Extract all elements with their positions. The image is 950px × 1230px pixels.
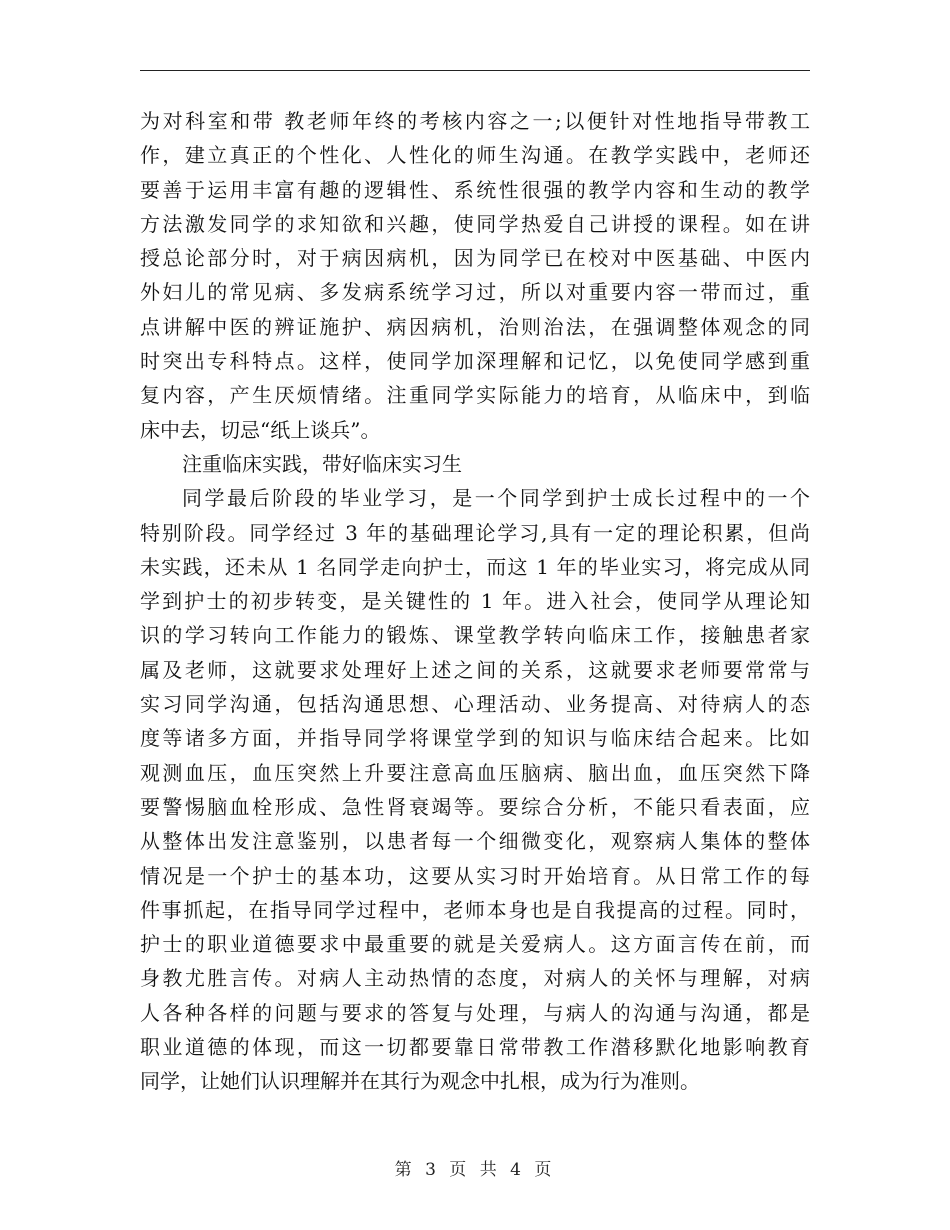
text-line: 情况是一个护士的基本功，这要从实习时开始培育。从日常工作的每 <box>140 863 810 888</box>
text-line: 作，建立真正的个性化、人性化的师生沟通。在教学实践中，老师还 <box>140 143 810 168</box>
text-line: 授总论部分时，对于病因病机，因为同学已在校对中医基础、中医内 <box>140 246 810 271</box>
text-line: 职业道德的体现，而这一切都要靠日常带教工作潜移默化地影响教育 <box>140 1035 810 1060</box>
page-number: 第 3 页 共 4 页 <box>394 1160 556 1180</box>
text-line: 属及老师，这就要求处理好上述之间的关系，这就要求老师要常常与 <box>140 657 810 682</box>
text-line: 身教尤胜言传。对病人主动热情的态度，对病人的关怀与理解，对病 <box>140 966 810 991</box>
text-line: 度等诸多方面，并指导同学将课堂学到的知识与临床结合起来。比如 <box>140 726 810 751</box>
text-line: 识的学习转向工作能力的锻炼、课堂教学转向临床工作，接触患者家 <box>140 623 810 648</box>
text-line: 从整体出发注意鉴别，以患者每一个细微变化，观察病人集体的整体 <box>140 829 810 854</box>
text-line: 人各种各样的问题与要求的答复与处理，与病人的沟通与沟通，都是 <box>140 1000 810 1025</box>
text-line: 观测血压，血压突然上升要注意高血压脑病、脑出血，血压突然下降 <box>140 760 810 785</box>
text-line: 方法激发同学的求知欲和兴趣，使同学热爱自己讲授的课程。如在讲 <box>140 211 810 236</box>
text-line: 要善于运用丰富有趣的逻辑性、系统性很强的教学内容和生动的教学 <box>140 177 810 202</box>
text-line: 外妇儿的常见病、多发病系统学习过，所以对重要内容一带而过，重 <box>140 280 810 305</box>
text-line: 实习同学沟通，包括沟通思想、心理活动、业务提高、对待病人的态 <box>140 692 810 717</box>
header-rule <box>140 70 810 71</box>
text-line: 学到护士的初步转变，是关键性的 1 年。进入社会，使同学从理论知 <box>140 589 810 614</box>
text-line: 件事抓起，在指导同学过程中，老师本身也是自我提高的过程。同时， <box>140 897 810 922</box>
text-line: 为对科室和带 教老师年终的考核内容之一;以便针对性地指导带教工 <box>140 109 810 133</box>
text-line: 特别阶段。同学经过 3 年的基础理论学习,具有一定的理论积累，但尚 <box>140 520 810 545</box>
text-line: 复内容，产生厌烦情绪。注重同学实际能力的培育，从临床中，到临 <box>140 383 810 408</box>
text-line: 时突出专科特点。这样，使同学加深理解和记忆，以免使同学感到重 <box>140 349 810 374</box>
text-line: 未实践，还未从 1 名同学走向护士，而这 1 年的毕业实习，将完成从同 <box>140 554 810 579</box>
text-line: 床中去，切忌“纸上谈兵”。 <box>140 417 381 442</box>
body-text <box>140 104 810 1099</box>
section-heading: 注重临床实践，带好临床实习生 <box>182 451 462 476</box>
text-line: 同学最后阶段的毕业学习，是一个同学到护士成长过程中的一个 <box>182 486 810 511</box>
text-line: 护士的职业道德要求中最重要的就是关爱病人。这方面言传在前，而 <box>140 932 810 957</box>
text-line: 点讲解中医的辨证施护、病因病机，治则治法，在强调整体观念的同 <box>140 314 810 339</box>
text-line: 要警惕脑血栓形成、急性肾衰竭等。要综合分析，不能只看表面，应 <box>140 794 810 819</box>
text-line: 同学，让她们认识理解并在其行为观念中扎根，成为行为准则。 <box>140 1069 700 1094</box>
